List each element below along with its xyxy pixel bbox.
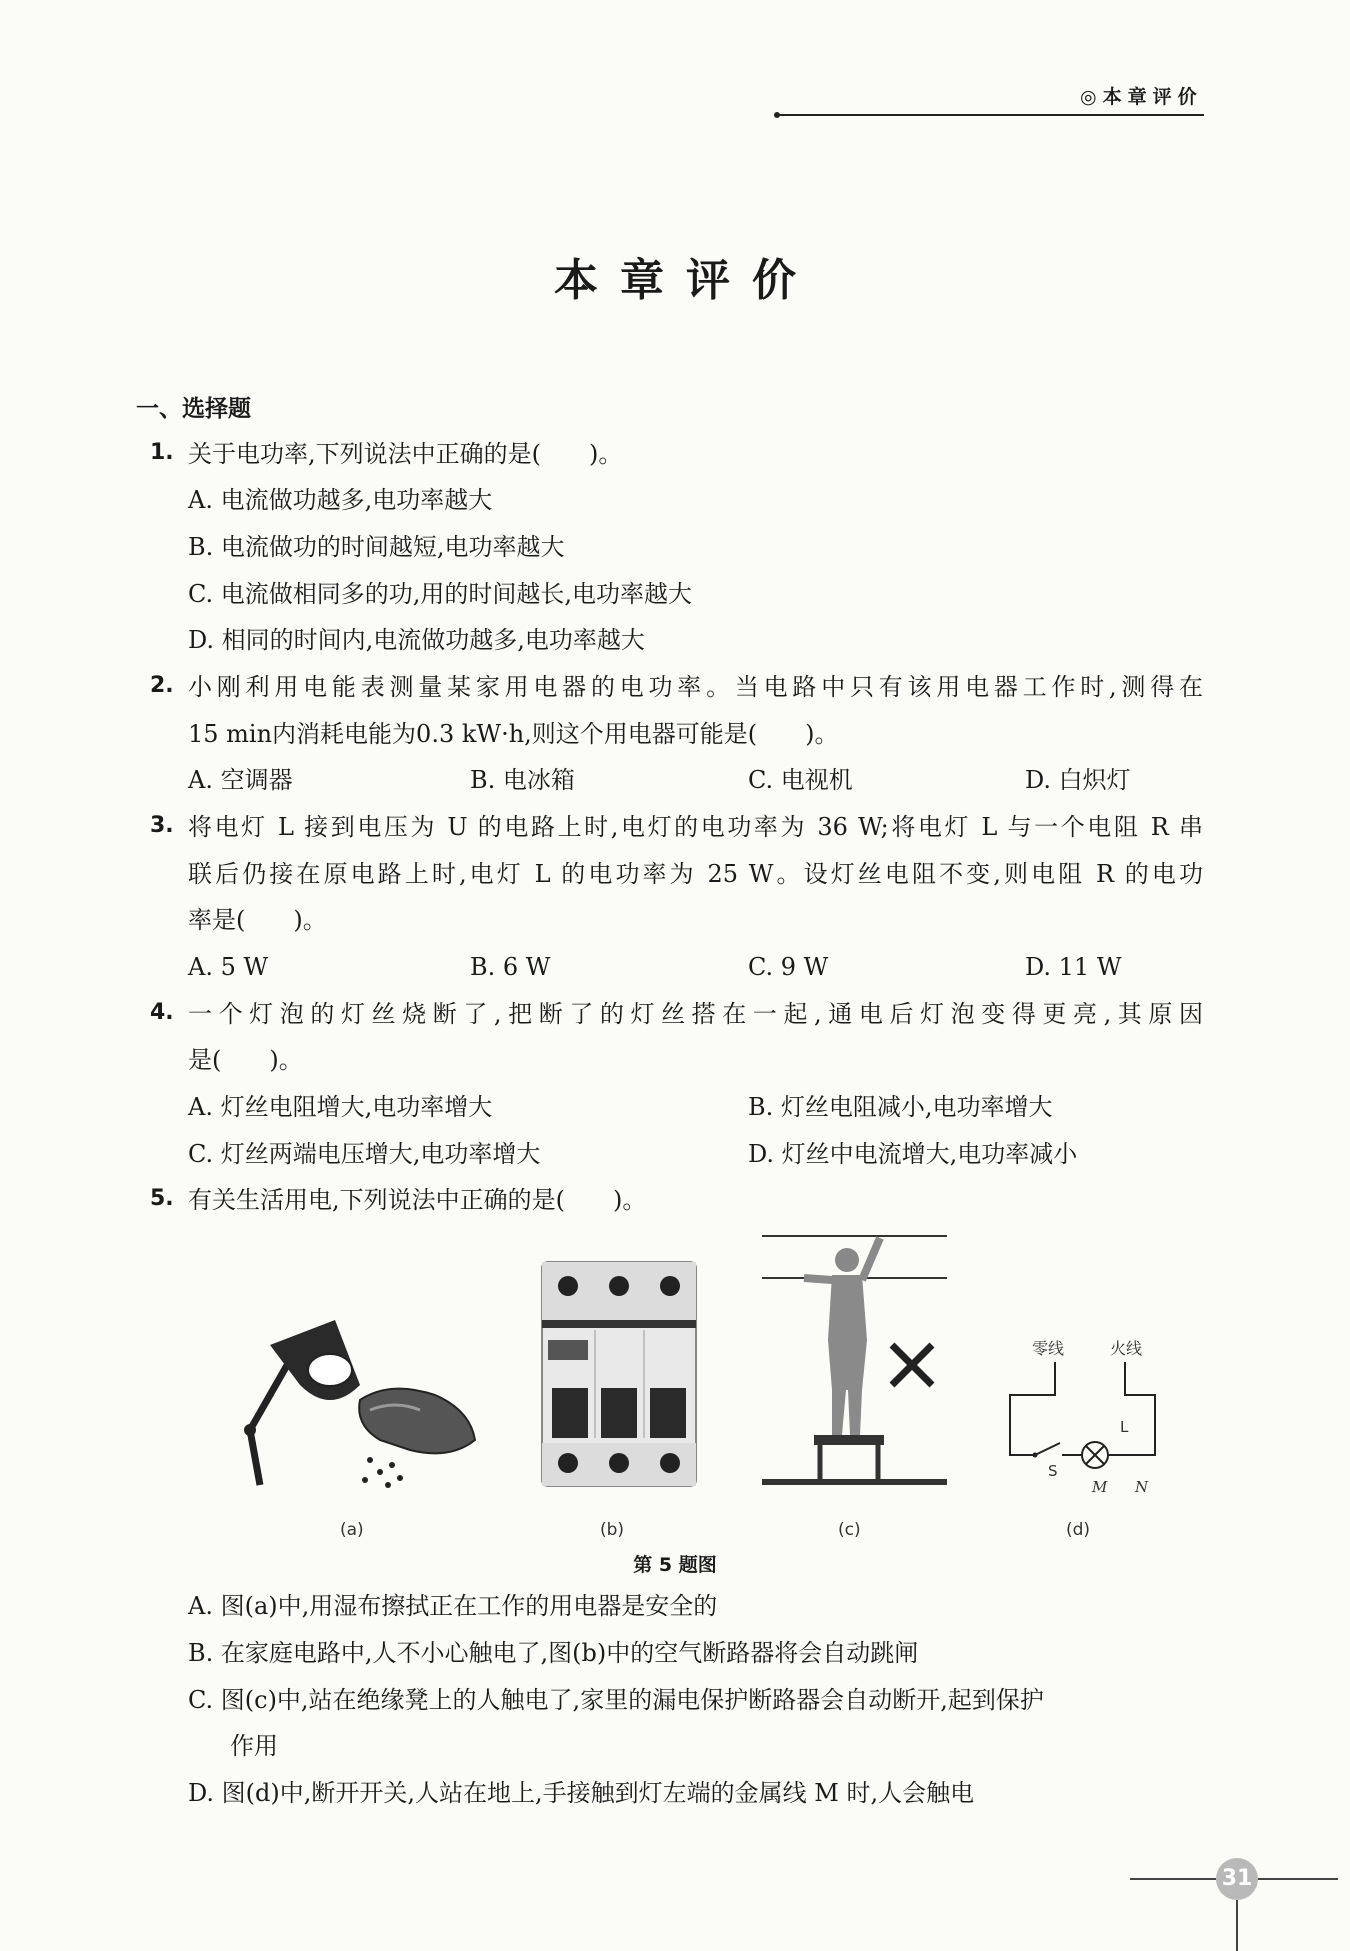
q5-option-d: D. 图(d)中,断开开关,人站在地上,手接触到灯左端的金属线 M 时,人会触电 [188,1779,975,1807]
q4-option-d: D. 灯丝中电流增大,电功率减小 [748,1140,1078,1168]
q1-option-b: B. 电流做功的时间越短,电功率越大 [188,533,565,561]
q2-stem-line1: 小刚利用电能表测量某家用电器的电功率。当电路中只有该用电器工作时,测得在 [188,673,1203,701]
q4-number: 4. [150,1000,174,1025]
circuit-n-label: N [1135,1478,1149,1496]
figure-b-label: (b) [600,1520,625,1540]
figure-d-circuit-diagram [1000,1330,1170,1500]
q4-stem-line2: 是( )。 [188,1046,303,1074]
q4-option-c: C. 灯丝两端电压增大,电功率增大 [188,1140,541,1168]
circuit-live-label: 火线 [1110,1339,1143,1358]
figure-a-lamp-hand [230,1300,490,1500]
page-number: 31 [1216,1858,1258,1900]
circuit-switch-label: S [1048,1462,1058,1480]
q4-option-b: B. 灯丝电阻减小,电功率增大 [748,1093,1053,1121]
figure-c-person-on-stool [762,1230,947,1495]
q1-option-d: D. 相同的时间内,电流做功越多,电功率越大 [188,626,645,654]
figure-title: 第 5 题图 [633,1554,717,1576]
circuit-m-label: M [1092,1478,1108,1496]
q3-option-d: D. 11 W [1025,953,1122,981]
q3-option-a: A. 5 W [188,953,269,981]
circuit-neutral-label: 零线 [1032,1339,1065,1358]
q3-stem-line1: 将电灯 L 接到电压为 U 的电路上时,电灯的电功率为 36 W;将电灯 L 与一个电阻 R 串 [188,813,1203,841]
q1-stem: 关于电功率,下列说法中正确的是( )。 [188,440,623,468]
q2-option-c: C. 电视机 [748,766,853,794]
q5-option-c-continued: 作用 [230,1732,278,1760]
figure-c-label: (c) [838,1520,861,1540]
q3-number: 3. [150,813,174,838]
q3-option-b: B. 6 W [470,953,551,981]
q4-option-a: A. 灯丝电阻增大,电功率增大 [188,1093,493,1121]
figure-b-circuit-breaker [538,1258,700,1490]
q5-number: 5. [150,1186,174,1211]
q1-option-a: A. 电流做功越多,电功率越大 [188,486,493,514]
footer-line-right [1258,1878,1338,1880]
q2-option-d: D. 白炽灯 [1025,766,1131,794]
q5-option-b: B. 在家庭电路中,人不小心触电了,图(b)中的空气断路器将会自动跳闸 [188,1639,919,1667]
q2-stem-line2: 15 min内消耗电能为0.3 kW·h,则这个用电器可能是( )。 [188,720,839,748]
chapter-title: 本章评价 [554,255,818,306]
q3-stem-line3: 率是( )。 [188,906,327,934]
running-head: ◎本章评价 [1080,86,1203,108]
section-heading: 一、选择题 [136,396,251,422]
figure-d-label: (d) [1066,1520,1091,1540]
footer-line-vertical [1236,1900,1238,1951]
circuit-lamp-label: L [1120,1418,1129,1436]
q5-option-c: C. 图(c)中,站在绝缘凳上的人触电了,家里的漏电保护断路器会自动断开,起到保护 [188,1686,1044,1714]
q5-stem: 有关生活用电,下列说法中正确的是( )。 [188,1186,647,1214]
header-rule [776,114,1204,116]
footer-line-left [1130,1878,1216,1880]
q5-option-a: A. 图(a)中,用湿布擦拭正在工作的用电器是安全的 [188,1592,718,1620]
figure-a-label: (a) [340,1520,364,1540]
q4-stem-line1: 一个灯泡的灯丝烧断了,把断了的灯丝搭在一起,通电后灯泡变得更亮,其原因 [188,1000,1203,1028]
q2-option-a: A. 空调器 [188,766,293,794]
q1-option-c: C. 电流做相同多的功,用的时间越长,电功率越大 [188,580,693,608]
q3-stem-line2: 联后仍接在原电路上时,电灯 L 的电功率为 25 W。设灯丝电阻不变,则电阻 R 的电功 [188,860,1203,888]
q3-option-c: C. 9 W [748,953,829,981]
q2-number: 2. [150,673,174,698]
q2-option-b: B. 电冰箱 [470,766,575,794]
q1-number: 1. [150,440,174,465]
